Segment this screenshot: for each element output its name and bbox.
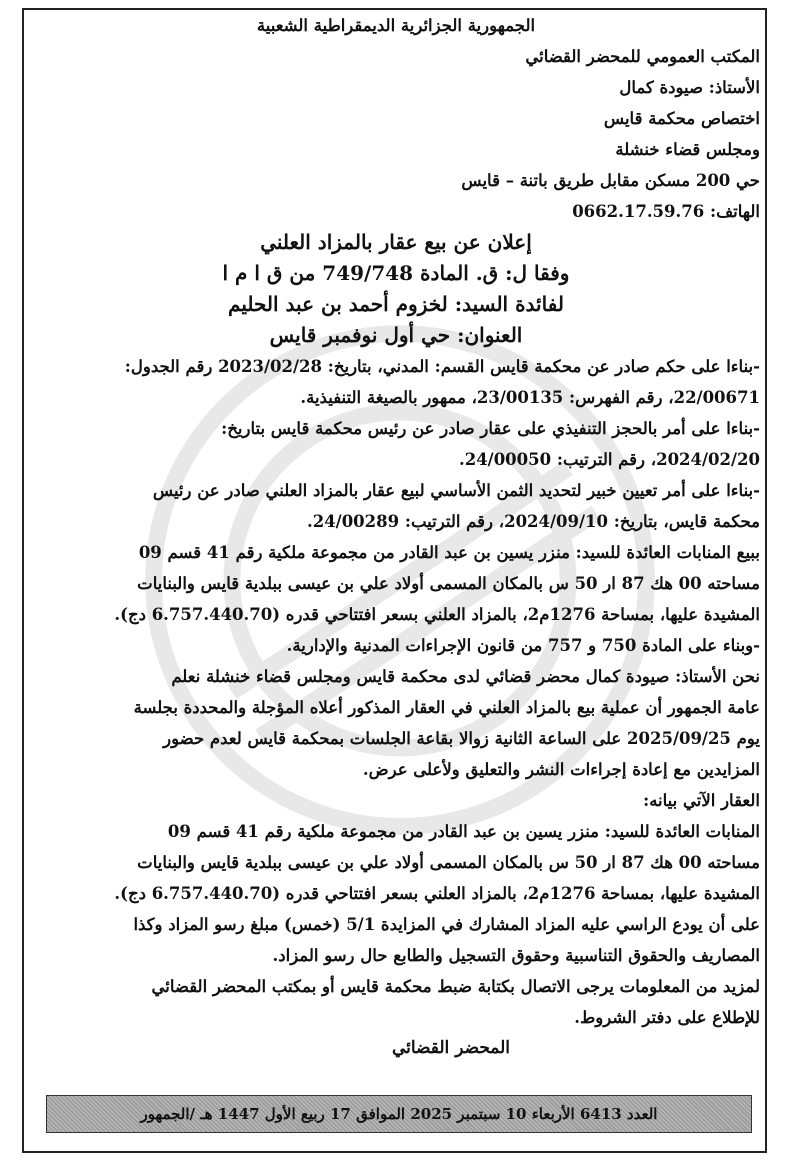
paragraph-seizure-order (32, 413, 760, 475)
paragraph-line: المشيدة عليها، بمساحة 1276م2، بالمزاد العلني بسعر افتتاحي قدره (6.757.440.70 دج). (114, 884, 760, 903)
paragraph-judgment (32, 351, 760, 413)
header-address: حي 200 مسكن مقابل طريق باتنة – قايس (461, 171, 760, 190)
paragraph-line: نحن الأستاذ: صيودة كمال محضر قضائي لدى محكمة قايس ومجلس قضاء خنشلة نعلم (171, 667, 760, 686)
header-phone: الهاتف: 0662.17.59.76 (572, 202, 760, 221)
paragraph-line: 22/00671، رقم الفهرس: 23/00135، ممهور بالصيغة التنفيذية. (300, 388, 760, 407)
paragraph-line: ببيع المنابات العائدة للسيد: منزر يسين بن عبد القادر من مجموعة ملكية رقم 41 قسم 09 (138, 543, 760, 562)
signature-line: المحضر القضائي (391, 1038, 511, 1058)
title-address: العنوان: حي أول نوفمبر قايس (269, 323, 523, 347)
paragraph-line: المشيدة عليها، بمساحة 1276م2، بالمزاد العلني بسعر افتتاحي قدره (6.757.440.70 دج). (114, 605, 760, 624)
paragraph-line: -وبناء على المادة 750 و 757 من قانون الإجراءات المدنية والإدارية. (286, 636, 760, 655)
office-header (32, 10, 760, 227)
paragraph-legal-articles (32, 630, 760, 661)
paragraph-line: -بناءا على أمر تعيين خبير لتحديد الثمن الأساسي لبيع عقار بالمزاد العلني صادر عن رئيس (152, 481, 760, 500)
header-court: اختصاص محكمة قايس (603, 109, 760, 128)
paragraph-line: المنابات العائدة للسيد: منزر يسين بن عبد القادر من مجموعة ملكية رقم 41 قسم 09 (167, 822, 760, 841)
paragraph-notice (32, 661, 760, 785)
paragraph-expert-order (32, 475, 760, 537)
announcement-content (32, 10, 760, 1064)
paragraph-line: للإطلاع على دفتر الشروط. (574, 1008, 760, 1027)
paragraph-line: محكمة قايس، بتاريخ: 2024/09/10، رقم الترتيب: 24/00289. (306, 512, 760, 531)
paragraph-line: -بناءا على حكم صادر عن محكمة قايس القسم: المدني، بتاريخ: 2023/02/28 رقم الجدول: (124, 357, 760, 376)
paragraph-sale-shares (32, 537, 760, 630)
paragraph-deposit-terms (32, 909, 760, 971)
paragraph-contact-info (32, 971, 760, 1033)
header-council: ومجلس قضاء خنشلة (615, 140, 760, 159)
paragraph-line: المزايدين مع إعادة إجراءات النشر والتعليق ولأعلى عرض. (362, 760, 760, 779)
announcement-body (32, 351, 760, 1033)
paragraph-line: عامة الجمهور أن عملية بيع بالمزاد العلني في العقار المذكور أعلاه المؤجلة والمحددة بجلسة (133, 698, 760, 717)
paragraph-line: يوم 2025/09/25 على الساعة الثانية زوالا بقاعة الجلسات بمحكمة قايس لعدم حضور (163, 729, 760, 748)
announcement-title (32, 227, 760, 351)
paragraph-line: 2024/02/20، رقم الترتيب: 24/00050. (458, 450, 760, 469)
newspaper-footer-banner: العدد 6413 الأربعاء 10 سبتمبر 2025 الموافق 17 ربيع الأول 1447 هـ /الجمهور (46, 1095, 752, 1133)
header-bailiff: الأستاذ: صيودة كمال (619, 78, 760, 97)
paragraph-line: المصاريف والحقوق التناسبية وحقوق التسجيل والطابع حال رسو المزاد. (272, 946, 760, 965)
paragraph-line: العقار الآتي بيانه: (643, 791, 760, 810)
paragraph-property-details (32, 816, 760, 909)
paragraph-line: على أن يودع الراسي عليه المزاد المشارك في المزايدة 5/1 (خمس) مبلغ رسو المزاد وكذا (133, 915, 760, 934)
title-main: إعلان عن بيع عقار بالمزاد العلني (260, 230, 532, 254)
paragraph-line: -بناءا على أمر بالحجز التنفيذي على عقار صادر عن رئيس محكمة قايس بتاريخ: (221, 419, 760, 438)
paragraph-property-heading (32, 785, 760, 816)
header-office: المكتب العمومي للمحضر القضائي (525, 47, 760, 66)
paragraph-line: مساحته 00 هك 87 ار 50 س بالمكان المسمى أولاد علي بن عيسى ببلدية قايس والبنايات (137, 853, 760, 872)
paragraph-line: مساحته 00 هك 87 ار 50 س بالمكان المسمى أولاد علي بن عيسى ببلدية قايس والبنايات (137, 574, 760, 593)
title-legal-basis: وفقا ل: ق. المادة 749/748 من ق ا م ا (222, 261, 570, 285)
header-republic: الجمهورية الجزائرية الديمقراطية الشعبية (256, 16, 536, 35)
paragraph-line: لمزيد من المعلومات يرجى الاتصال بكتابة ضبط محكمة قايس أو بمكتب المحضر القضائي (151, 977, 760, 996)
title-beneficiary: لفائدة السيد: لخزوم أحمد بن عبد الحليم (228, 292, 564, 316)
